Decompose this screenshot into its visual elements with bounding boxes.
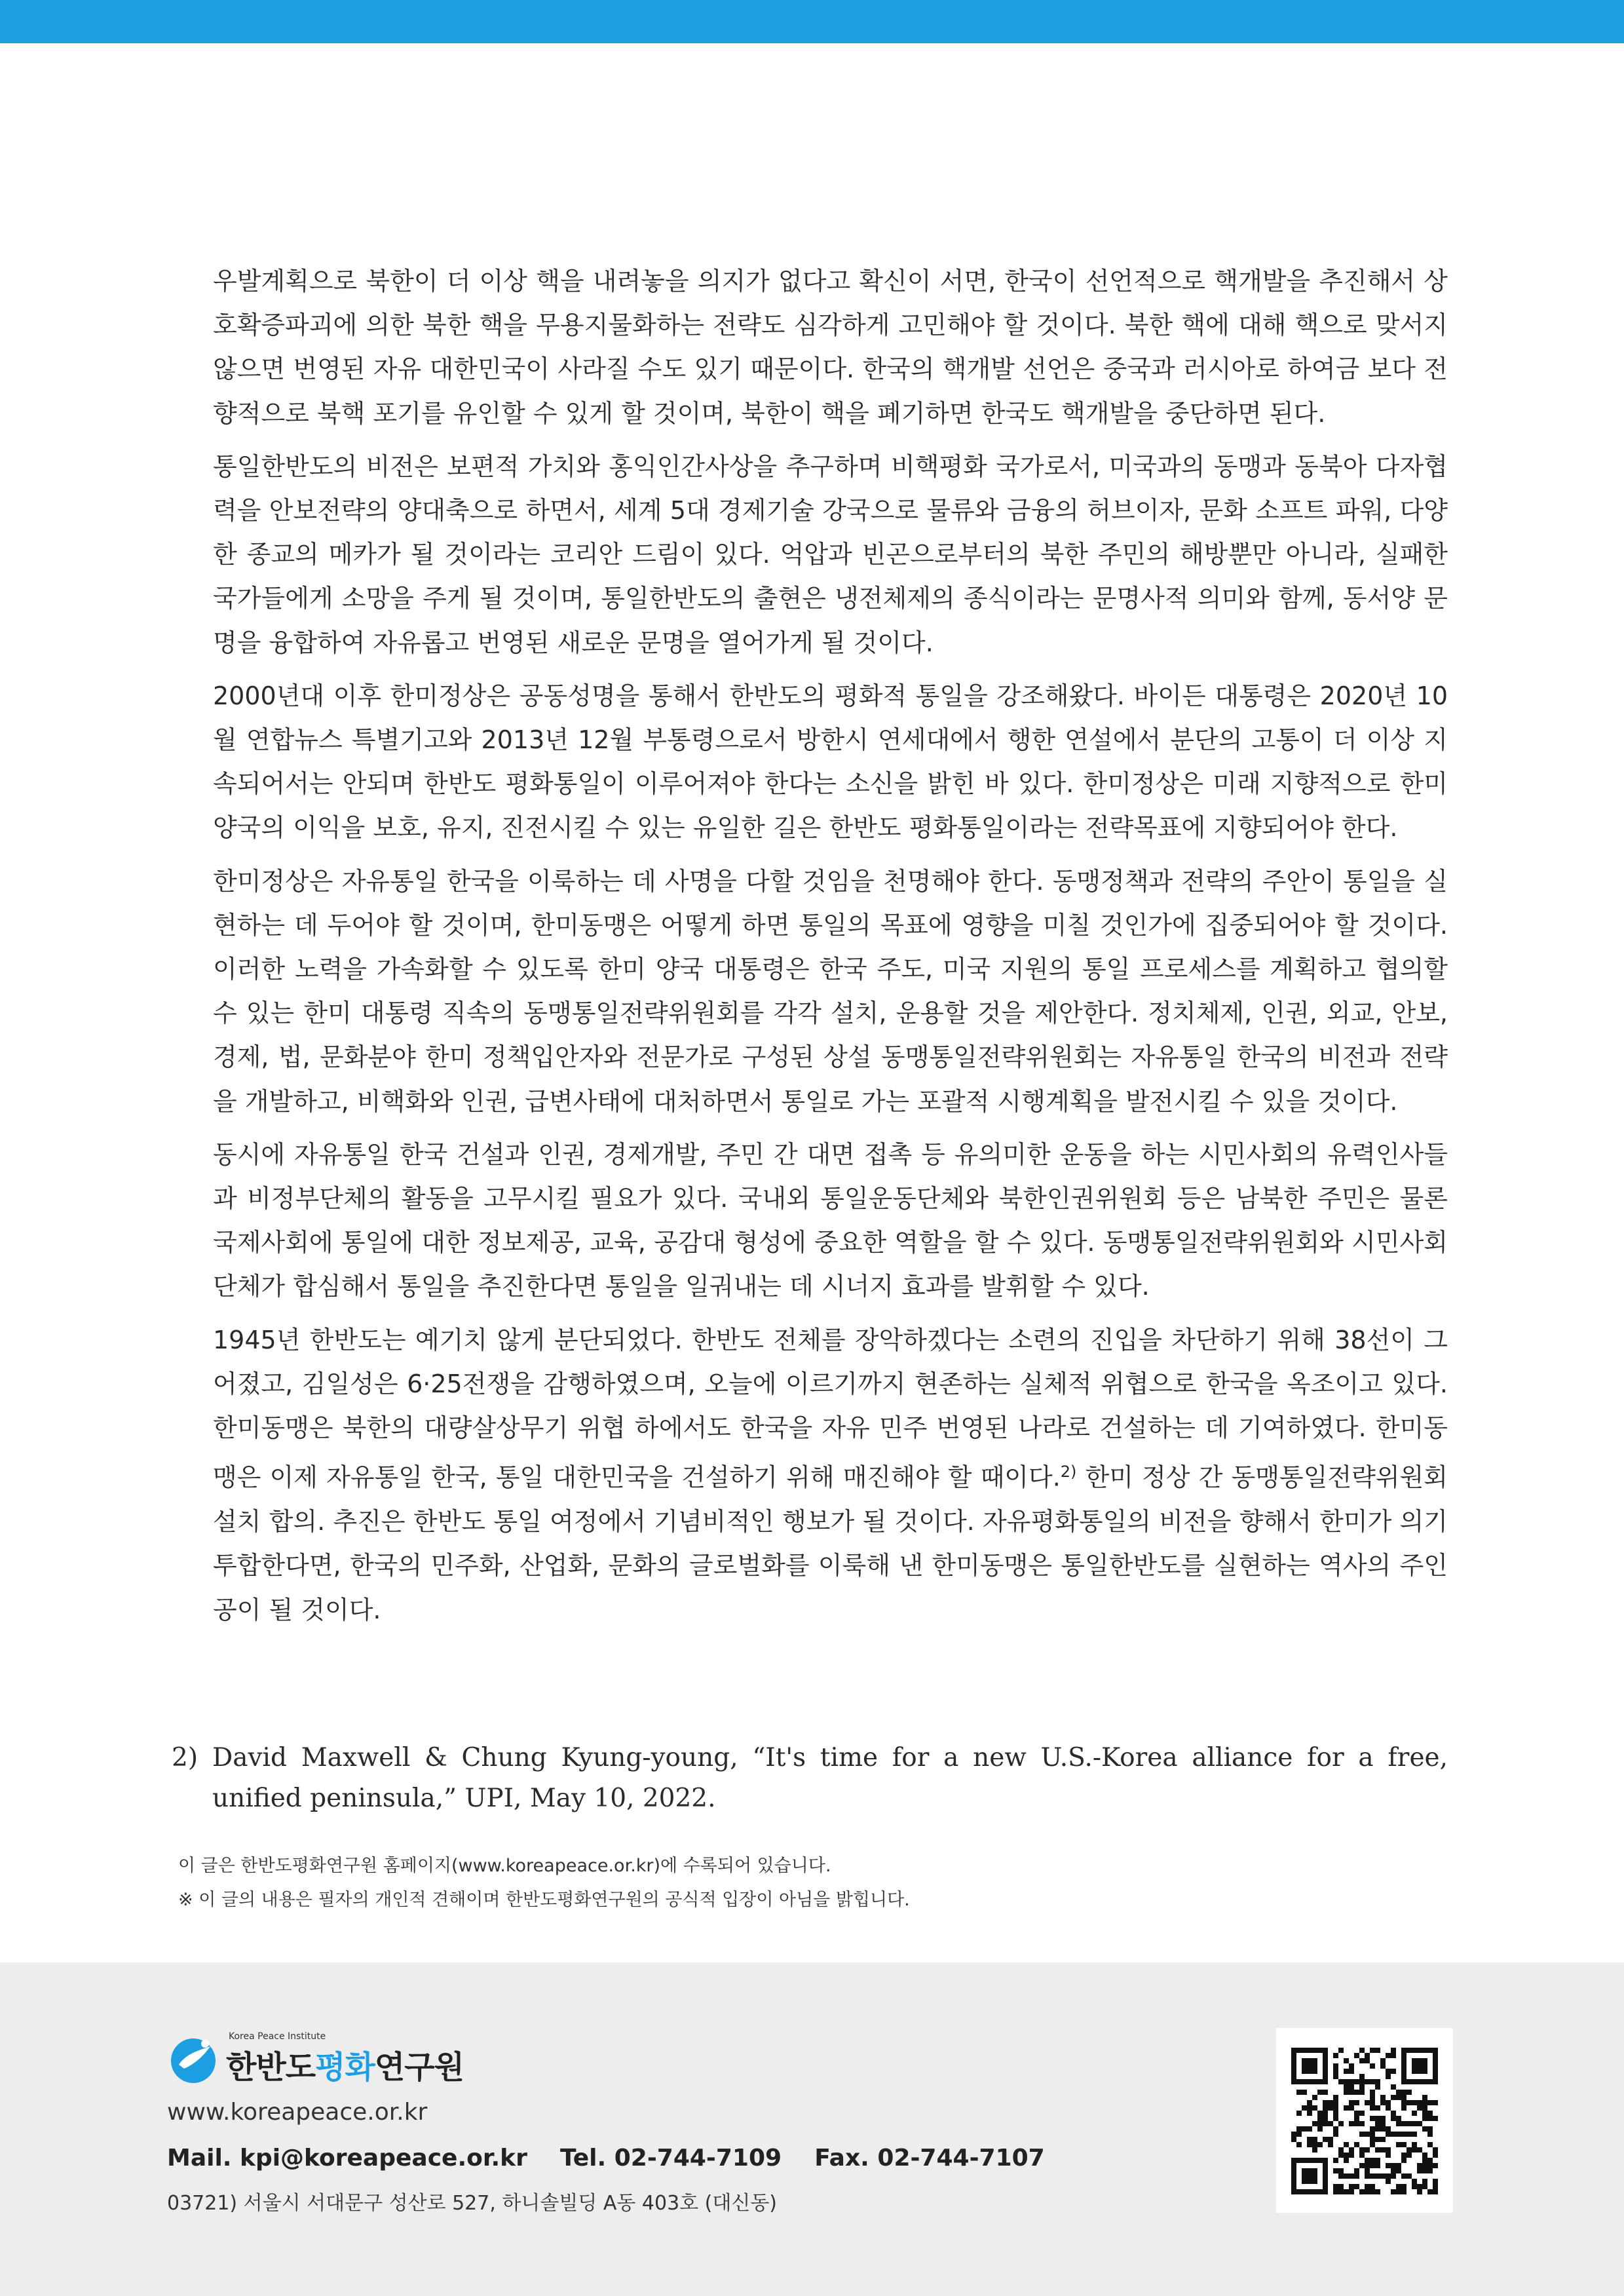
logo-korean-name: 한반도평화연구원 [226,2049,464,2086]
paragraph-text: 1945년 한반도는 예기치 않게 분단되었다. 한반도 전체를 장악하겠다는 소련의 진입을 차단하기 위해 38선이 그어졌고, 김일성은 6·25전쟁을 감행하였으며, 오늘에 이르기까지 현존하는 실체적 위협으로 한국을 옥조이고 있다. 한미동맹은 북한의 대량살상무기 위협 하에서도 한국을 자유 민주 번영된 나라로 건설하는 데 기여하였다. 한미동맹은 이제 자유통일 한국, 통일 대한민국을 건설하기 위해 매진해야 할 때이다. [213,1325,1448,1492]
top-accent-bar [0,0,1624,43]
note-line: 이 글은 한반도평화연구원 홈페이지(www.koreapeace.or.kr)에 수록되어 있습니다. [178,1856,831,1876]
body-paragraph: 동시에 자유통일 한국 건설과 인권, 경제개발, 주민 간 대면 접촉 등 유의미한 운동을 하는 시민사회의 유력인사들과 비정부단체의 활동을 고무시킬 필요가 있다. 국내외 통일운동단체와 북한인권위원회 등은 남북한 주민은 물론 국제사회에 통일에 대한 정보제공, 교육, 공감대 형성에 중요한 역할을 할 수 있다. 동맹통일전략위원회와 시민사회단체가 합심해서 통일을 추진한다면 통일을 일궈내는 데 시너지 효과를 발휘할 수 있다. [213,1139,1448,1301]
dove-logo-icon [167,2033,219,2086]
qr-code[interactable] [1276,2028,1453,2213]
institute-logo [167,2031,464,2087]
contact-info: Mail. kpi@koreapeace.or.kr Tel. 02-744-7109 Fax. 02-744-7107 [167,2145,1045,2172]
body-paragraph: 통일한반도의 비전은 보편적 가치와 홍익인간사상을 추구하며 비핵평화 국가로서, 미국과의 동맹과 동북아 다자협력을 안보전략의 양대축으로 하면서, 세계 5대 경제기술 강국으로 물류와 금융의 허브이자, 문화 소프트 파워, 다양한 종교의 메카가 될 것이라는 코리안 드림이 있다. 억압과 빈곤으로부터의 북한 주민의 해방뿐만 아니라, 실패한 국가들에게 소망을 주게 될 것이며, 통일한반도의 출현은 냉전체제의 종식이라는 문명사적 의미와 함께, 동서양 문명을 융합하여 자유롭고 번영된 새로운 문명을 열어가게 될 것이다. [213,451,1448,657]
note-line: ※ 이 글의 내용은 필자의 개인적 견해이며 한반도평화연구원의 공식적 입장이 아님을 밝힙니다. [178,1890,910,1910]
qr-code-icon [1291,2048,1438,2194]
paragraph-text: 한미 정상 간 동맹통일전략위원회 설치 합의. 추진은 한반도 통일 여정에서 기념비적인 행보가 될 것이다. 자유평화통일의 비전을 향해서 한미가 의기투합한다면, 한국의 민주화, 산업화, 문화의 글로벌화를 이룩해 낸 한미동맹은 통일한반도를 실현하는 역사의 주인공이 될 것이다. [213,1463,1448,1624]
disclaimer-notes [178,1849,910,1917]
body-paragraph: 우발계획으로 북한이 더 이상 핵을 내려놓을 의지가 없다고 확신이 서면, 한국이 선언적으로 핵개발을 추진해서 상호확증파괴에 의한 북한 핵을 무용지물화하는 전략도 심각하게 고민해야 할 것이다. 북한 핵에 대해 핵으로 맞서지 않으면 번영된 자유 대한민국이 사라질 수도 있기 때문이다. 한국의 핵개발 선언은 중국과 러시아로 하여금 보다 전향적으로 북핵 포기를 유인할 수 있게 할 것이며, 북한이 핵을 폐기하면 한국도 핵개발을 중단하면 된다. [213,267,1448,428]
page-footer [0,1962,1624,2296]
footnote-text: David Maxwell & Chung Kyung-young, “It's time for a new U.S.-Korea alliance for a free, unified peninsula,” UPI, May 10, 2022. [212,1743,1448,1813]
body-paragraph: 한미정상은 자유통일 한국을 이룩하는 데 사명을 다할 것임을 천명해야 한다. 동맹정책과 전략의 주안이 통일을 실현하는 데 두어야 할 것이며, 한미동맹은 어떻게 하면 통일의 목표에 영향을 미칠 것인가에 집중되어야 할 것이다. 이러한 노력을 가속화할 수 있도록 한미 양국 대통령은 한국 주도, 미국 지원의 통일 프로세스를 계획하고 협의할 수 있는 한미 대통령 직속의 동맹통일전략위원회를 각각 설치, 운용할 것을 제안한다. 정치체제, 인권, 외교, 안보, 경제, 법, 문화분야 한미 정책입안자와 전문가로 구성된 상설 동맹통일전략위원회는 자유통일 한국의 비전과 전략을 개발하고, 비핵화와 인권, 급변사태에 대처하면서 통일로 가는 포괄적 시행계획을 발전시킬 수 있을 것이다. [213,866,1448,1116]
footnote [172,1738,1448,1819]
footnote-number: 2) [172,1743,198,1772]
body-paragraph: 2000년대 이후 한미정상은 공동성명을 통해서 한반도의 평화적 통일을 강조해왔다. 바이든 대통령은 2020년 10월 연합뉴스 특별기고와 2013년 12월 부통령으로서 방한시 연세대에서 행한 연설에서 분단의 고통이 더 이상 지속되어서는 안되며 한반도 평화통일이 이루어져야 한다는 소신을 밝힌 바 있다. 한미정상은 미래 지향적으로 한미양국의 이익을 보호, 유지, 진전시킬 수 있는 유일한 길은 한반도 평화통일이라는 전략목표에 지향되어야 한다. [213,681,1448,843]
logo-english-name: Korea Peace Institute [229,2031,326,2042]
website-link[interactable]: www.koreapeace.or.kr [167,2099,428,2126]
footnote-reference: 2) [1060,1463,1077,1482]
body-paragraph-last [213,1318,1448,1632]
address: 03721) 서울시 서대문구 성산로 527, 하니솔빌딩 A동 403호 (대신동) [167,2192,778,2215]
article-body [213,259,1448,1641]
